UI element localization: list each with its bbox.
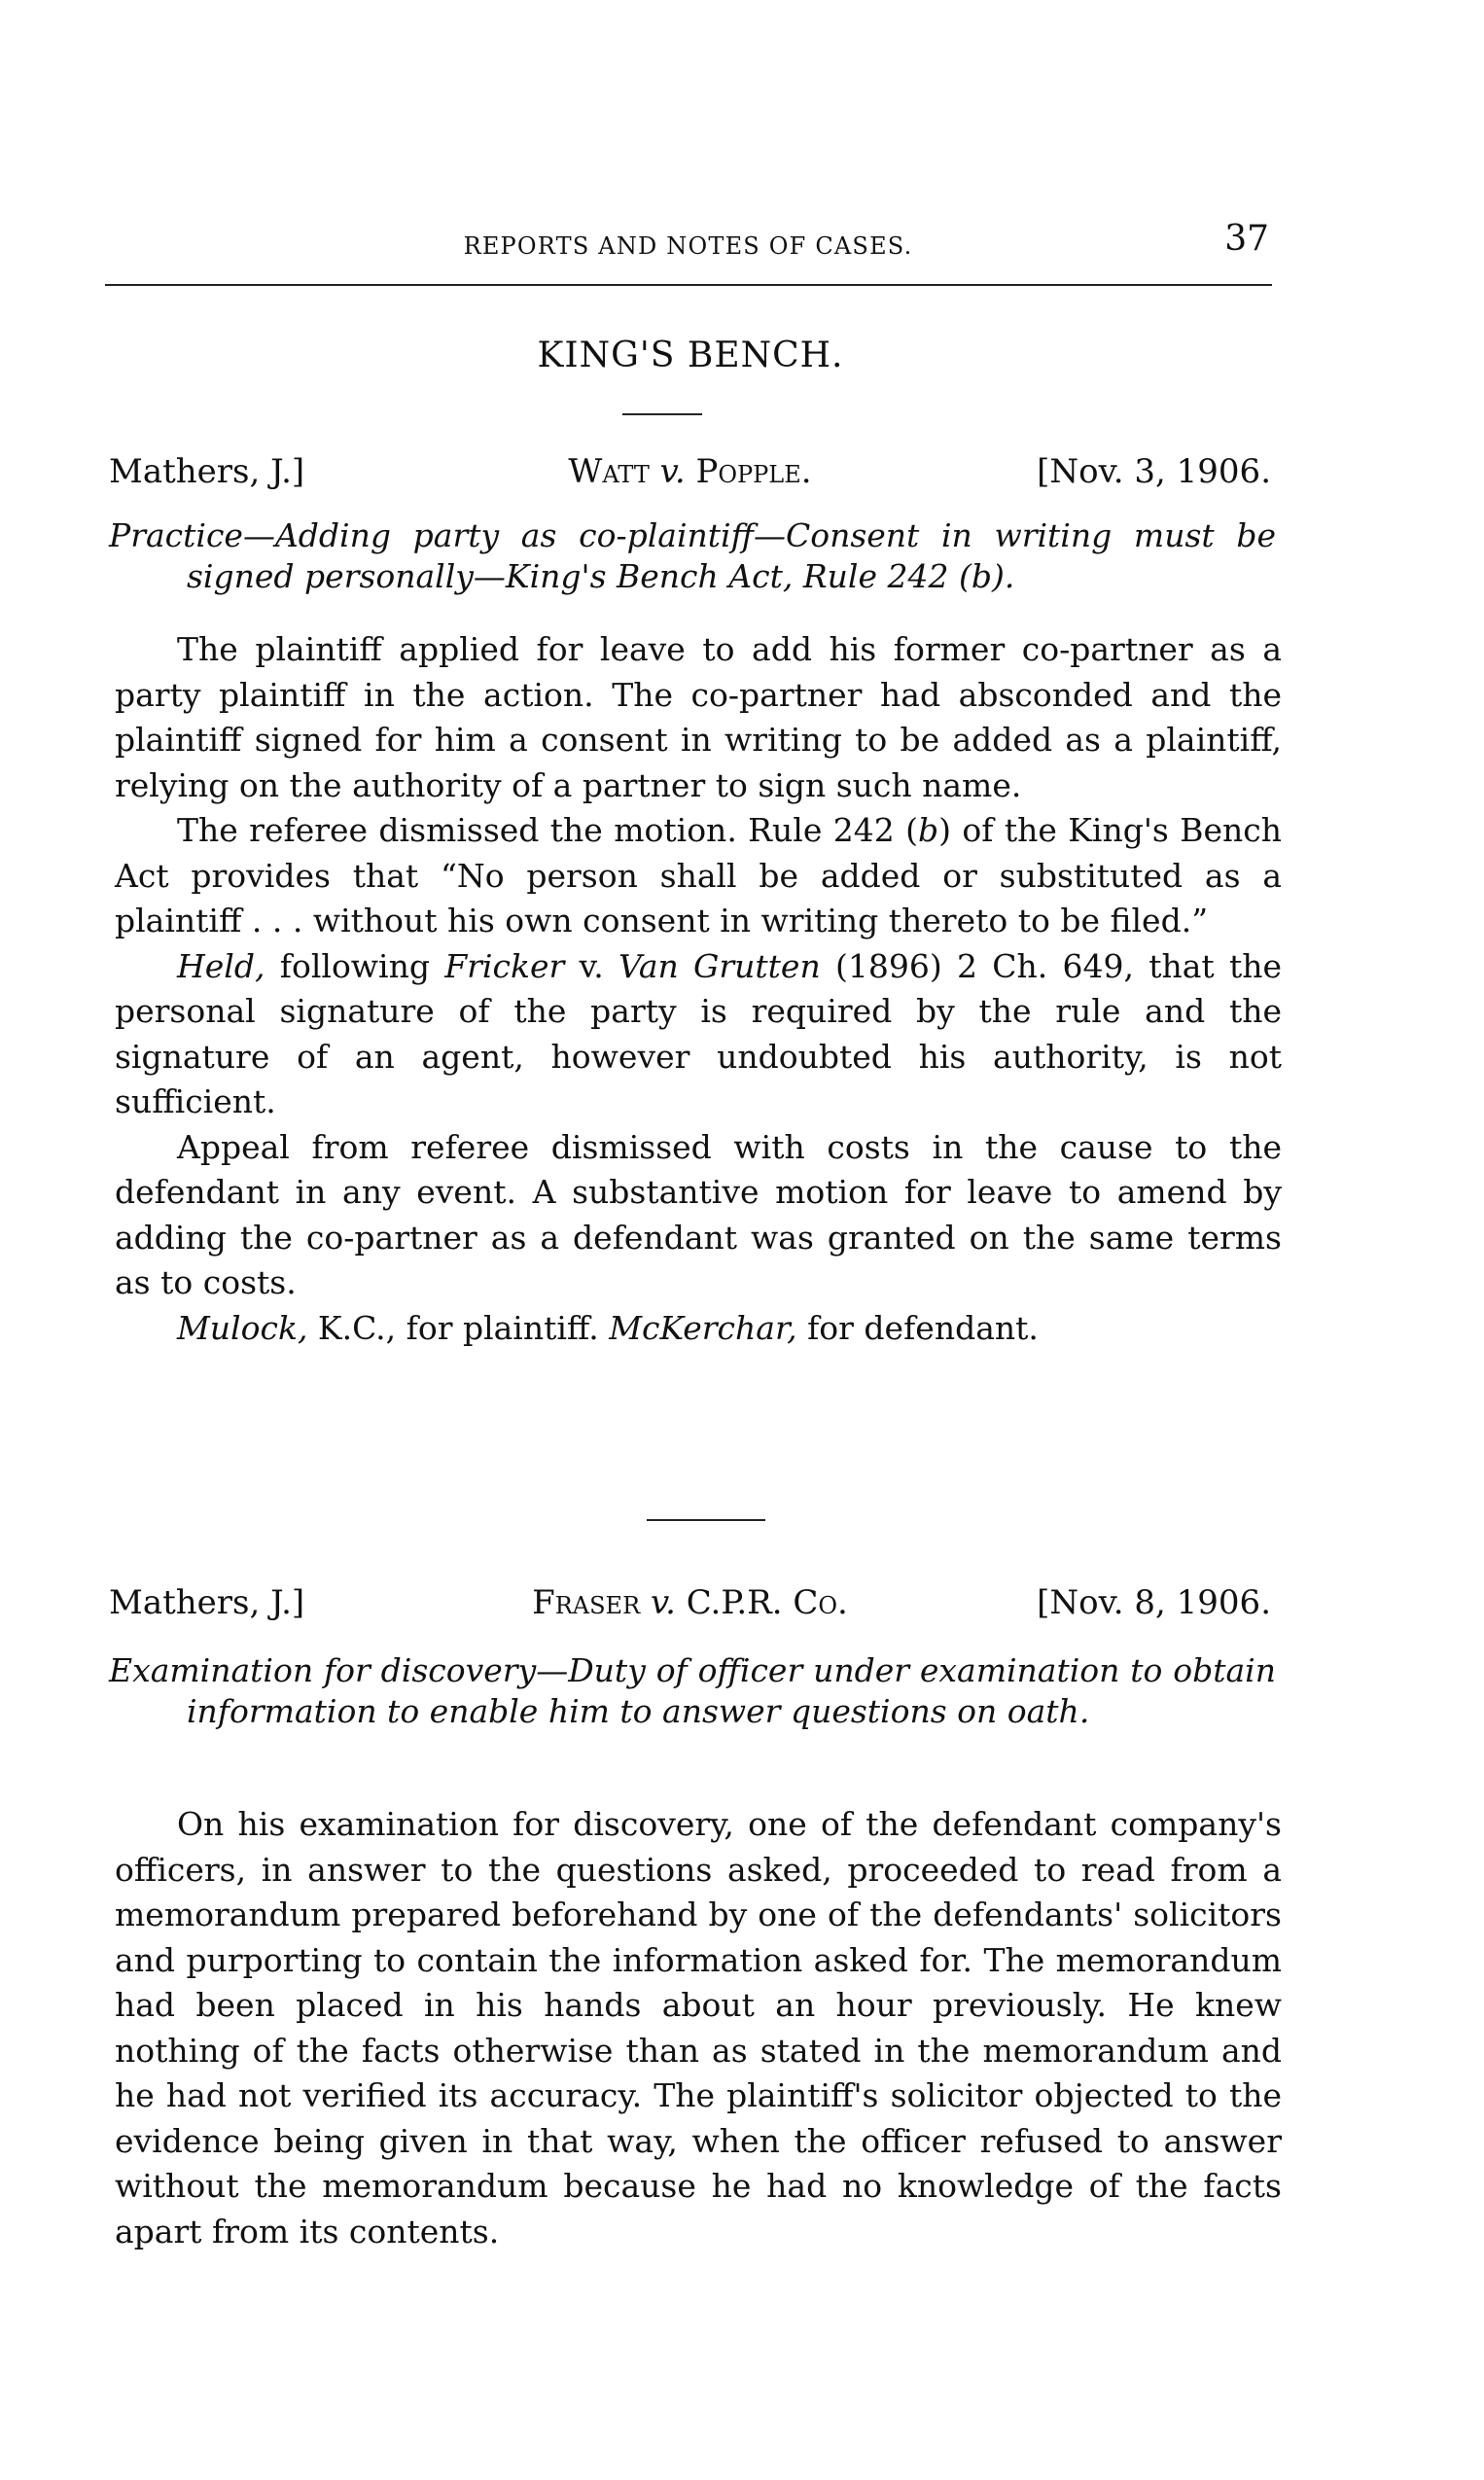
- case-heading-fraser: [109, 1583, 1271, 1626]
- case-title: Fraser v. C.P.R. Co.: [532, 1583, 848, 1622]
- section-divider: [622, 413, 702, 415]
- case-judge: Mathers, J.]: [109, 1583, 305, 1622]
- header-rule: [105, 284, 1272, 286]
- case-heading-watt: [109, 452, 1271, 495]
- case-catchwords: Practice—Adding party as co-plaintiff—Consent in writing must be signed personally—King's Bench Act, Rule 242 (b).: [109, 516, 1276, 595]
- paragraph: The referee dismissed the motion. Rule 242 (b) of the King's Bench Act provides that “No person shall be added or substituted as a plaintiff . . . without his own consent in writing thereto to be filed.”: [115, 811, 1283, 939]
- case-catchwords: Examination for discovery—Duty of officer under examination to obtain information to enable him to answer questions on oath.: [109, 1651, 1276, 1730]
- running-header: [107, 219, 1269, 267]
- case-date: [Nov. 3, 1906.: [1037, 452, 1271, 491]
- page-number: 37: [1224, 219, 1269, 259]
- case-judge: Mathers, J.]: [109, 452, 305, 491]
- paragraph: Appeal from referee dismissed with costs in the cause to the defendant in any event. A substantive motion for leave to amend by adding the co-partner as a defendant was granted on the same terms as to costs.: [115, 1127, 1282, 1301]
- counsel-line: Mulock, K.C., for plaintiff. McKerchar, for defendant.: [177, 1308, 1039, 1347]
- case-date: [Nov. 8, 1906.: [1037, 1583, 1271, 1622]
- paragraph: The plaintiff applied for leave to add his former co-partner as a party plaintiff in the action. The co-partner had absconded and the plaintiff signed for him a consent in writing to be added as a plaintiff, relying on the authority of a partner to sign such name.: [115, 630, 1282, 804]
- section-divider: [647, 1519, 765, 1521]
- case-title: Watt v. Popple.: [568, 452, 812, 491]
- running-title: REPORTS AND NOTES OF CASES.: [463, 232, 913, 260]
- court-heading: KING'S BENCH.: [537, 336, 844, 375]
- case-body-fraser: [115, 1802, 1282, 2254]
- paragraph: On his examination for discovery, one of the defendant company's officers, in answer to the questions asked, proceeded to read from a memorandum prepared beforehand by one of the defendants' solicitors and purporting to contain the information asked for. The memorandum had been placed in his hands about an hour previously. He knew nothing of the facts otherwise than as stated in the memorandum and he had not verified its accuracy. The plaintiff's solicitor objected to the evidence being given in that way, when the officer refused to answer without the memorandum because he had no knowledge of the facts apart from its contents.: [115, 1805, 1282, 2250]
- case-body-watt: [115, 627, 1282, 1351]
- paragraph: Held, following Fricker v. Van Grutten (1896) 2 Ch. 649, that the personal signature of the party is required by the rule and the signature of an agent, however undoubted his authority, is not sufficient.: [115, 946, 1282, 1120]
